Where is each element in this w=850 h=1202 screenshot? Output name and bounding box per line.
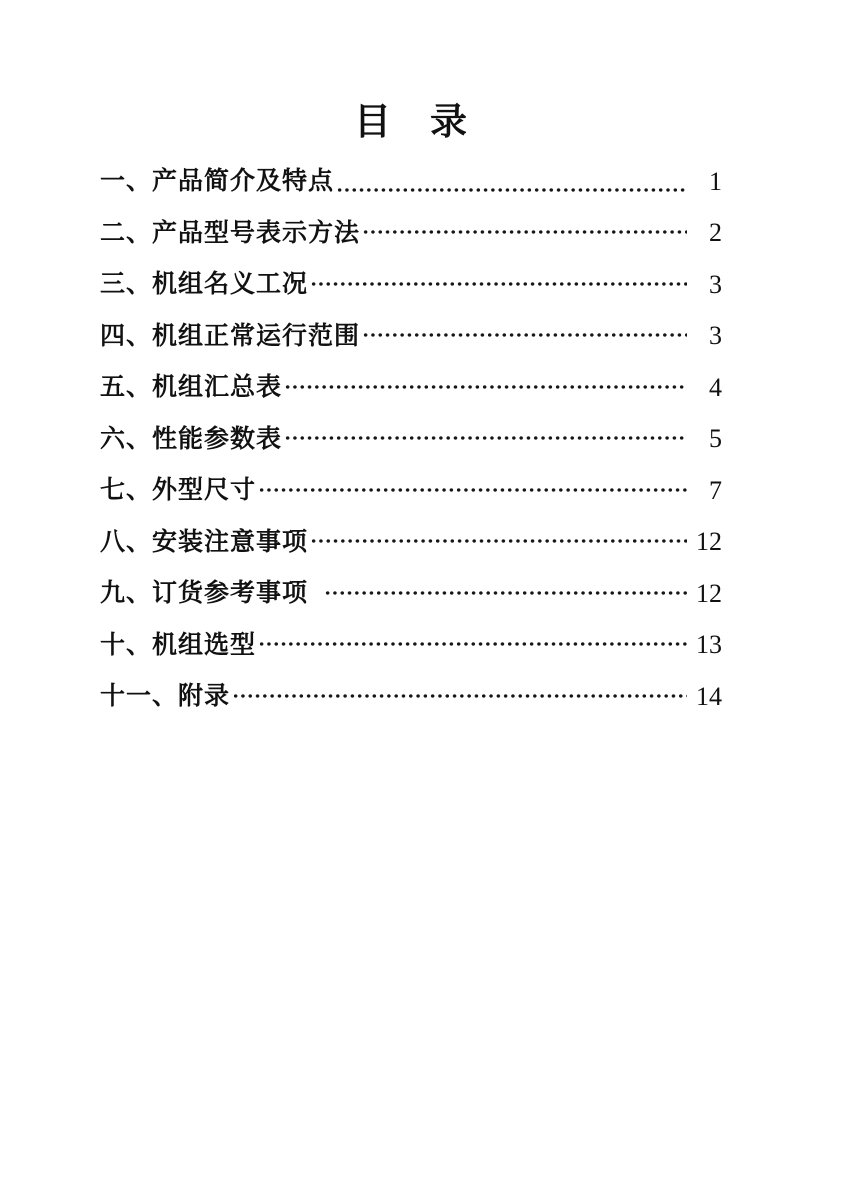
toc-entry-label: 六、性能参数表 bbox=[100, 425, 283, 453]
dot-leader bbox=[362, 208, 687, 260]
toc-row bbox=[100, 414, 722, 466]
page-number: 1 bbox=[709, 166, 722, 196]
dot-leader bbox=[310, 259, 687, 311]
toc-row bbox=[100, 208, 722, 260]
toc-row bbox=[100, 311, 722, 363]
toc-row bbox=[100, 156, 722, 208]
page-number: 4 bbox=[709, 372, 722, 402]
toc-row bbox=[100, 465, 722, 517]
dot-leader bbox=[336, 156, 687, 208]
page-number: 3 bbox=[709, 269, 722, 299]
toc-entry-label: 十一、附录 bbox=[100, 683, 231, 711]
dot-leader bbox=[284, 362, 687, 414]
toc-entry-label: 九、订货参考事项 bbox=[100, 580, 309, 608]
dot-leader bbox=[310, 517, 687, 569]
toc-row bbox=[100, 620, 722, 672]
toc-entry-label: 五、机组汇总表 bbox=[100, 374, 283, 402]
dot-leader bbox=[284, 414, 687, 466]
toc-entry-label: 七、外型尺寸 bbox=[100, 477, 257, 505]
toc-row bbox=[100, 517, 722, 569]
toc-entry-label: 十、机组选型 bbox=[100, 631, 257, 659]
page-number: 2 bbox=[709, 218, 722, 248]
toc-row bbox=[100, 362, 722, 414]
dot-leader bbox=[258, 465, 687, 517]
dot-leader bbox=[362, 311, 687, 363]
toc-row bbox=[100, 568, 722, 620]
toc-row bbox=[100, 671, 722, 723]
toc-page bbox=[100, 0, 722, 723]
dot-leader bbox=[258, 620, 687, 672]
page-number: 7 bbox=[709, 475, 722, 505]
toc-entry-label: 一、产品简介及特点 bbox=[100, 168, 335, 196]
toc-entry-label: 四、机组正常运行范围 bbox=[100, 322, 361, 350]
page-number: 12 bbox=[696, 578, 722, 608]
page-number: 5 bbox=[709, 424, 722, 454]
toc-entry-label: 二、产品型号表示方法 bbox=[100, 219, 361, 247]
toc-entry-label: 八、安装注意事项 bbox=[100, 528, 309, 556]
page-number: 12 bbox=[696, 527, 722, 557]
page-number: 14 bbox=[696, 681, 722, 711]
dot-leader bbox=[324, 568, 687, 620]
dot-leader bbox=[232, 671, 687, 723]
page-number: 3 bbox=[709, 321, 722, 351]
toc-row bbox=[100, 259, 722, 311]
page-number: 13 bbox=[696, 630, 722, 660]
toc-list bbox=[100, 156, 722, 723]
toc-entry-label: 三、机组名义工况 bbox=[100, 271, 309, 299]
page-title: 目 录 bbox=[354, 102, 468, 143]
